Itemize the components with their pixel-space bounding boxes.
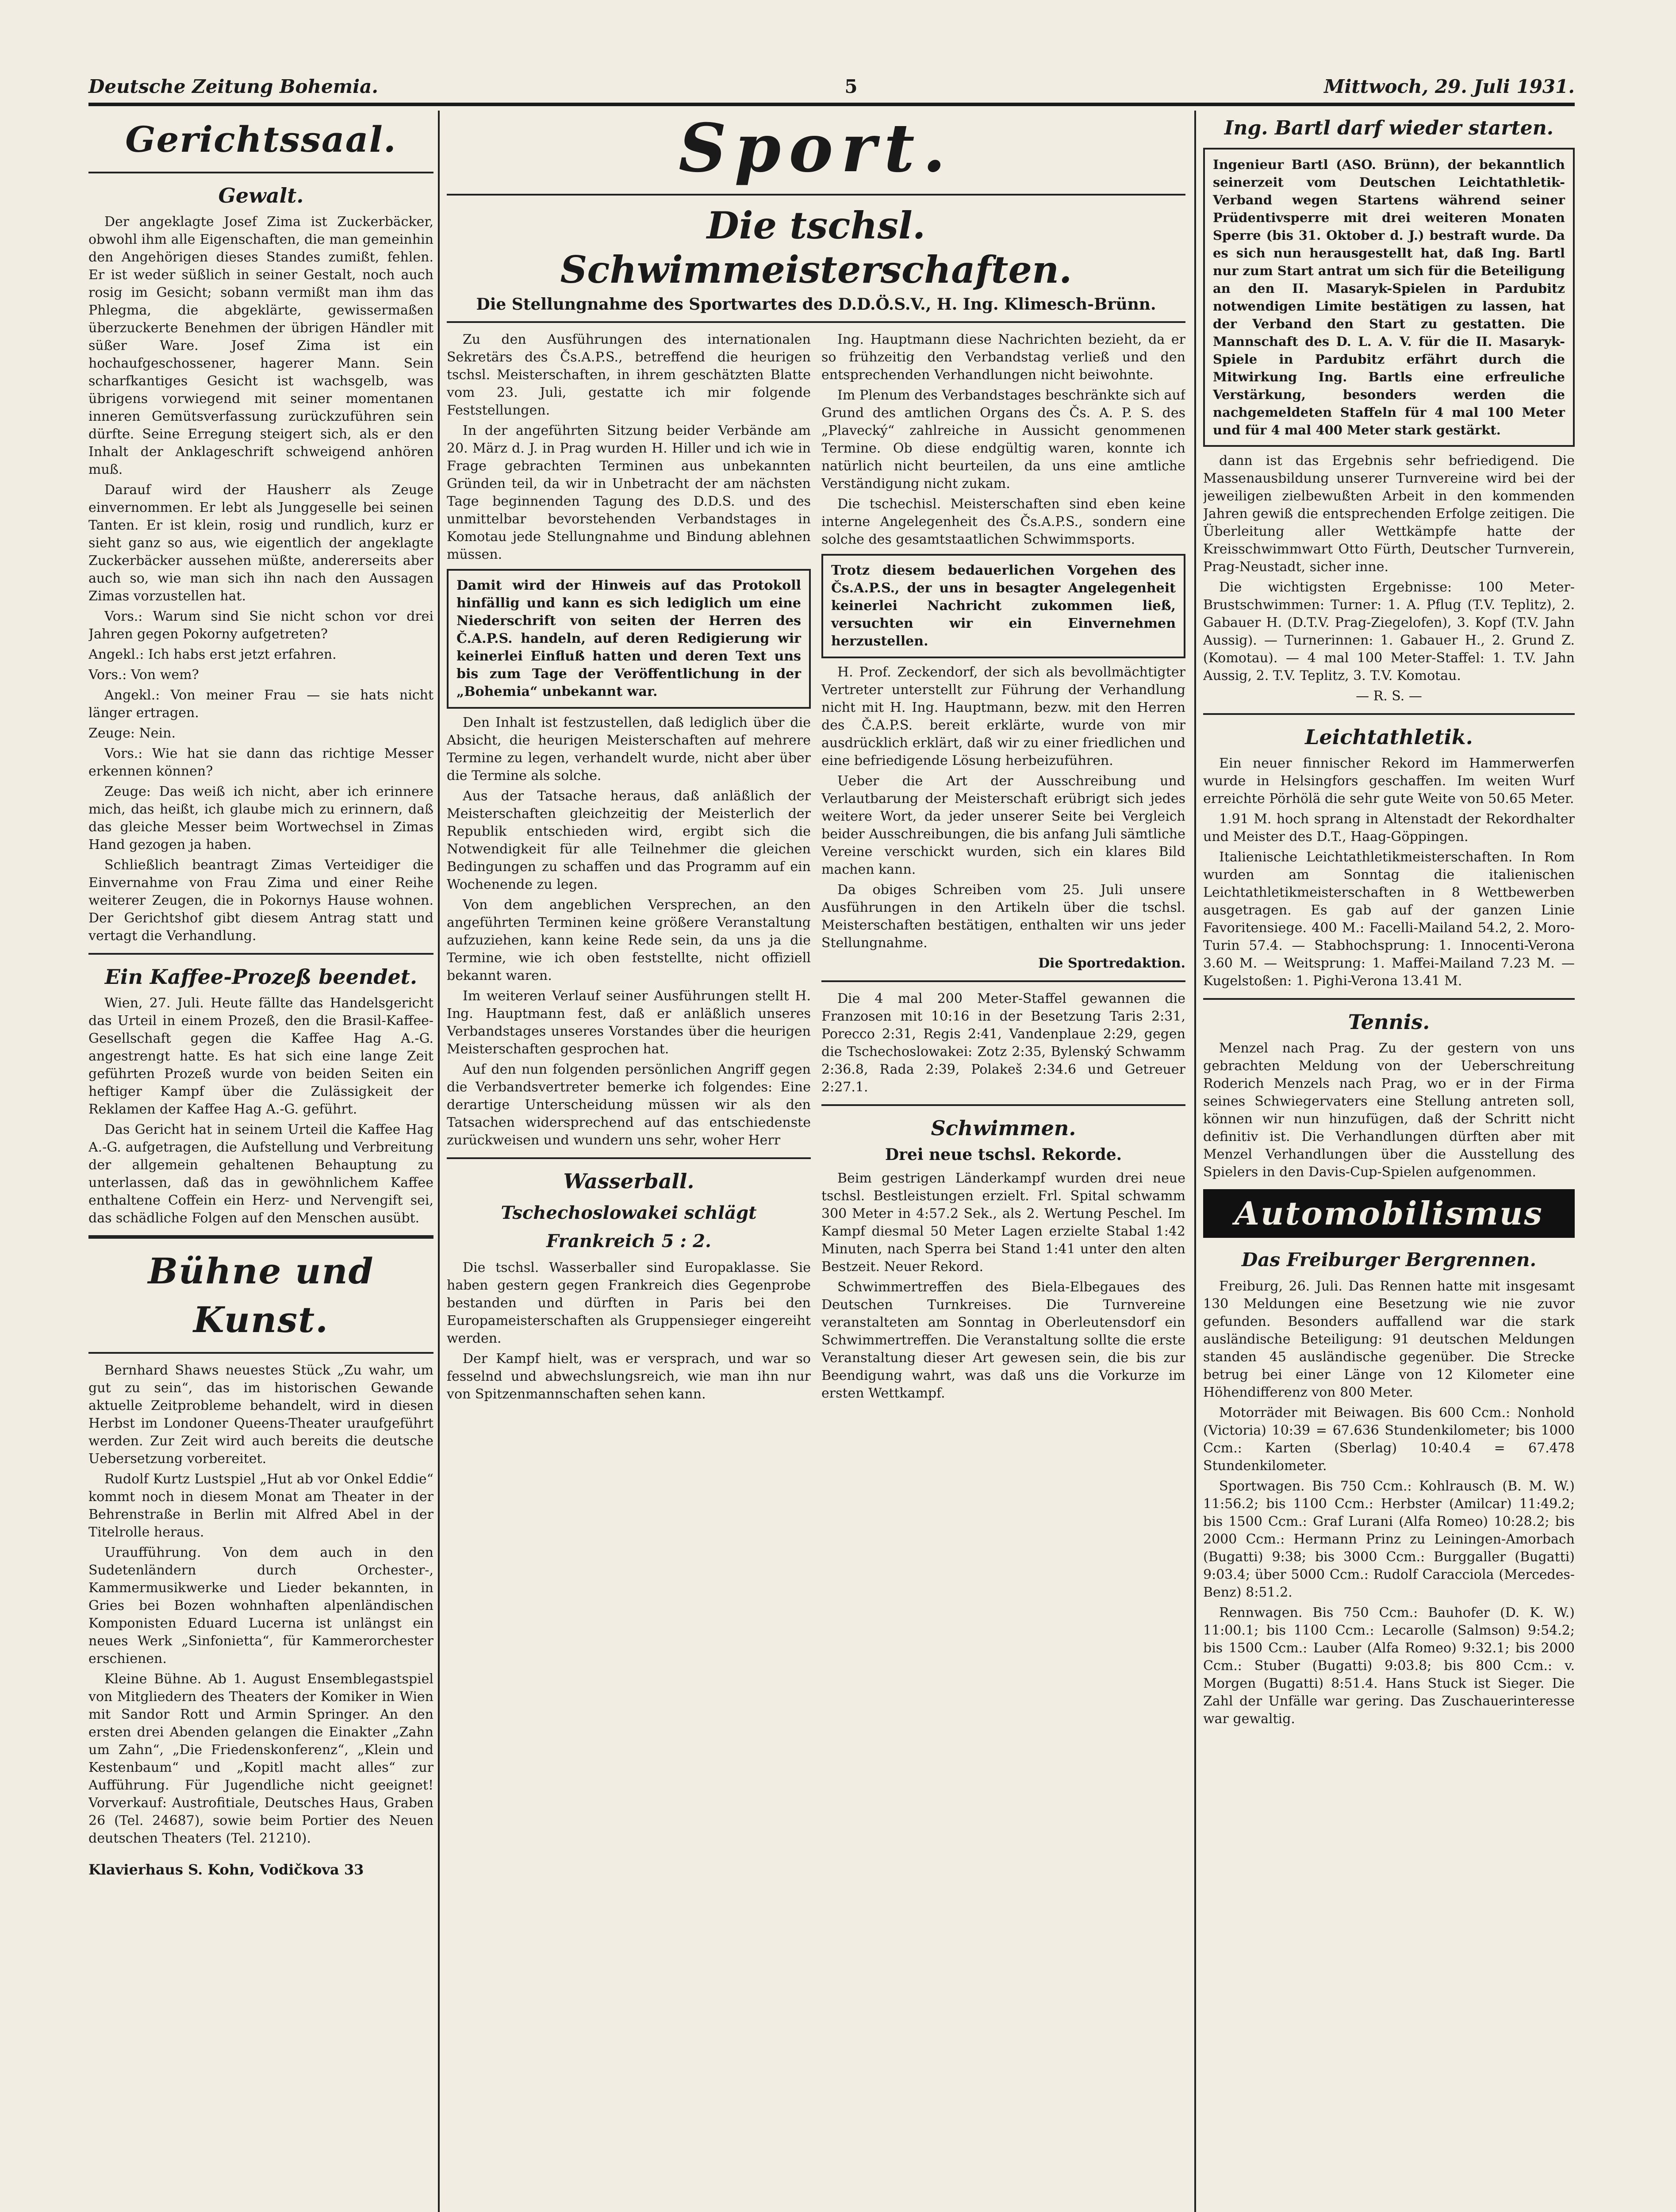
divider (447, 194, 1185, 196)
paragraph: Vors.: Warum sind Sie nicht schon vor drei Jahren gegen Pokorny aufgetreten? (88, 609, 433, 642)
paragraph: Im Plenum des Verbandstages beschränkte sich auf Grund des amtlichen Organs des Čs. A. P. S. des „Plavecký“ zahlreiche in Aussicht genommenen Termine. Ob diese endgültig waren, konnte ich natürlich nicht beurteilen, da uns eine amtliche Verständigung nicht zukam. (821, 388, 1185, 492)
sport-subcolumns (447, 331, 1185, 1406)
signature: — R. S. — (1356, 688, 1422, 704)
paragraph: Angekl.: Ich habs erst jetzt erfahren. (88, 647, 337, 662)
paragraph: Den Inhalt ist festzustellen, daß lediglich über die Absicht, die heurigen Meisterschaften auf mehrere Termine zu legen, verhandelt wurde, nicht aber über die Termine als solche. (447, 715, 811, 783)
section-banner-automobilismus: Automobilismus (1203, 1189, 1575, 1238)
paragraph: Die 4 mal 200 Meter-Staffel gewannen die Franzosen mit 10:16 in der Besetzung Taris 2:31, Porecco 2:31, Regis 2:41, Vandenplaue 2:29, gegen die Tschechoslowakei: Zotz 2:35, Bylenský Schwamm 2:36.8, Rada 2:39, Polakeš 2:34.6 und Getreuer 2:27.1. (821, 991, 1185, 1095)
article-kicker: Die Stellungnahme des Sportwartes des D.D.Ö.S.V., H. Ing. Klimesch-Brünn. (476, 295, 1156, 314)
paragraph: Menzel nach Prag. Zu der gestern von uns gebrachten Meldung von der Ueberschreitung Roderich Menzels nach Prag, wo er in der Firma seines Schwiegervaters eine Stellung antreten soll, können wir nun hinzufügen, daß der Schritt nicht definitiv ist. Die Verhandlungen dürften aber mit Menzel Verhandlungen über die Ausstellung des Spielers in den Davis-Cup-Spielen aufgenommen. (1203, 1041, 1575, 1180)
paragraph: Das Gericht hat in seinem Urteil die Kaffee Hag A.-G. aufgetragen, die Aufstellung und Verbreitung der allgemein gehaltenen Behauptung zu unterlassen, daß das in gewöhnlichem Kaffee enthaltene Coffein ein Herz- und Nervengift sei, das schädliche Folgen auf den Menschen ausübt. (88, 1122, 433, 1226)
paragraph: Der Kampf hielt, was er versprach, und war so fesselnd und abwechslungsreich, wie man ihn nur von Spitzenmannschaften sehen kann. (447, 1351, 811, 1402)
highlight-box: Damit wird der Hinweis auf das Protokoll hinfällig und kann es sich lediglich um eine Niederschrift von seiten der Herren des Č.A.P.S. handeln, auf deren Redigierung wir keinerlei Einfluß hatten und deren Text uns bis zum Tage der Veröffentlichung in der „Bohemia“ unbekannt war. (447, 569, 811, 709)
paragraph: Schwimmertreffen des Biela-Elbegaues des Deutschen Turnkreises. Die Turnvereine veranstalteten am Sonntag in Oberleutensdorf ein Schwimmertreffen. Die Veranstaltung sollte die erste Veranstaltung dieser Art gewesen sein, die bis zur Beendigung wahrt, was daß uns die Vorkurze im ersten Wettkampf. (821, 1279, 1185, 1401)
article-subtitle-wasserball: Tschechoslowakei schlägt Frankreich 5 : 2. (501, 1202, 757, 1252)
column-rule (438, 111, 440, 2212)
article-title-wasserball: Wasserball. (563, 1169, 694, 1193)
advertisement: Klavierhaus S. Kohn, Vodičkova 33 (88, 1861, 364, 1878)
paragraph: Da obiges Schreiben vom 25. Juli unsere Ausführungen in den Artikeln über die tschsl. Meisterschaften bestätigen, enthalten wir uns jeder Stellungnahme. (821, 882, 1185, 951)
paragraph: Vors.: Von wem? (88, 667, 199, 683)
sport-col-a (447, 331, 811, 1406)
article-title-schwimmen: Schwimmen. (931, 1116, 1076, 1140)
article-title-kaffee: Ein Kaffee-Prozeß beendet. (104, 965, 418, 989)
paper-name: Deutsche Zeitung Bohemia. (88, 75, 378, 97)
divider (821, 1104, 1185, 1106)
paragraph: Im weiteren Verlauf seiner Ausführungen stellt H. Ing. Hauptmann fest, daß er anläßlich unseres Verbandstages unseres Vorstandes über die heurigen Meisterschaften gesprochen hat. (447, 988, 811, 1057)
paragraph: Kleine Bühne. Ab 1. August Ensemblegastspiel von Mitgliedern des Theaters der Komiker in Wien mit Sandor Rott und Armin Springer. An den ersten drei Abenden gelangen die Einakter „Zahn um Zahn“, „Die Friedenskonferenz“, „Klein und Kestenbaum“ und „Kopitl macht alles“ zur Aufführung. Für Jugendliche nicht geeignet! Vorverkauf: Austrofitiale, Deutsches Haus, Graben 26 (Tel. 24687), sowie beim Portier des Neuen deutschen Theaters (Tel. 21210). (88, 1671, 433, 1846)
paragraph: Darauf wird der Hausherr als Zeuge einvernommen. Er lebt als Junggeselle bei seinen Tanten. Er ist klein, rosig und rundlich, kurz er sieht ganz so aus, wie eigentlich der angeklagte Zuckerbäcker aussehen müßte, andererseits aber auch so, wie man sich ihn nach den Aussagen Zimas vorzustellen hat. (88, 482, 433, 604)
paragraph: Die wichtigsten Ergebnisse: 100 Meter-Brustschwimmen: Turner: 1. A. Pflug (T.V. Teplitz), 2. Gabauer H. (D.T.V. Prag-Ziegelofen), 3. Kopf (T.V. Jahn Aussig). — Turnerinnen: 1. Gabauer H., 2. Grund Z. (Komotau). — 4 mal 100 Meter-Staffel: 1. T.V. Jahn Aussig, 2. T.V. Teplitz, 3. T.V. Komotau. (1203, 580, 1575, 684)
article-title-freiburg: Das Freiburger Bergrennen. (1241, 1249, 1537, 1271)
masthead-rule (88, 103, 1575, 106)
paragraph: In der angeführten Sitzung beider Verbände am 20. März d. J. in Prag wurden H. Hiller und ich wie in Frage gebrachten Terminen aus unbekannten Gründen teil, da wir in Unbetracht der am nächsten Tage beginnenden Tagung des D.D.S. und des unmittelbar bevorstehenden Verbandstages in Komotau jede Stellungnahme und Bindung ablehnen müssen. (447, 423, 811, 562)
column-sport (447, 111, 1185, 2212)
highlight-box: Trotz diesem bedauerlichen Vorgehen des Čs.A.P.S., der uns in besagter Angelegenheit keinerlei Nachricht zukommen ließ, versuchten wir ein Einvernehmen herzustellen. (821, 554, 1185, 658)
paragraph: Italienische Leichtathletikmeisterschaften. In Rom wurden am Sonntag die italienischen Leichtathletikmeisterschaften in 8 Wettbewerben ausgetragen. Es gab auf der ganzen Linie Favoritensiege. 400 M.: Facelli-Mailand 54.2, 2. Moro-Turin 57.4. — Stabhochsprung: 1. Innocenti-Verona 3.60 M. — Weitsprung: 1. Maffei-Mailand 7.23 M. — Kugelstoßen: 1. Pighi-Verona 13.41 M. (1203, 849, 1575, 989)
article-title-bartl: Ing. Bartl darf wieder starten. (1224, 117, 1554, 139)
sport-col-b (821, 331, 1185, 1406)
paragraph: 1.91 M. hoch sprang in Altenstadt der Rekordhalter und Meister des D.T., Haag-Göppingen. (1203, 811, 1575, 845)
paragraph: Wien, 27. Juli. Heute fällte das Handelsgericht das Urteil in einem Prozeß, den die Brasil-Kaffee-Gesellschaft gegen die Kaffee Hag A.-G. angestrengt hatte. Es hat sich eine lange Zeit geführten Prozeß wurde von beiden Seiten ein heftiger Kampf über die Zulässigkeit der Reklamen der Kaffee Hag A.-G. geführt. (88, 995, 433, 1117)
divider (88, 953, 433, 955)
divider (821, 980, 1185, 982)
paragraph: Angekl.: Von meiner Frau — sie hats nicht länger ertragen. (88, 687, 433, 721)
paragraph: Aus der Tatsache heraus, daß anläßlich der Meisterschaften gleichzeitig der Meisterlich der Republik entschieden wird, ergibt sich die Notwendigkeit für alle Teilnehmer die gleichen Bedingungen zu schaffen und das Programm auf ein Wochenende zu legen. (447, 788, 811, 892)
article-kicker: Drei neue tschsl. Rekorde. (885, 1145, 1122, 1164)
paragraph: Der angeklagte Josef Zima ist Zuckerbäcker, obwohl ihm alle Eigenschaften, die man gemeinhin den Angehörigen dieses Standes zumißt, fehlen. Er ist weder süßlich in seiner Gestalt, noch auch rosig im Gesicht; sobann vermißt man ihm das Phlegma, die abgeklärte, gewissermaßen überzuckerte Benehmen der übrigen Händler mit süßer Ware. Josef Zima ist ein hochaufgeschossener, hagerer Mann. Sein scharfkantiges Gesicht ist wachsgelb, was übrigens vorwiegend mit seiner momentanen inneren Gemütsverfassung zurückzuführen sein dürfte. Seine Erregung steigert sich, als er den Inhalt der Anklageschrift schweigend anhören muß. (88, 214, 433, 477)
divider (88, 1352, 433, 1354)
paragraph: Die tschechisl. Meisterschaften sind eben keine interne Angelegenheit des Čs.A.P.S., sondern eine solche des gesamtstaatlichen Schwimmsports. (821, 496, 1185, 547)
paragraph: Zeuge: Das weiß ich nicht, aber ich erinnere mich, das heißt, ich glaube mich zu erinnern, daß das gleiche Messer beim Wortwechsel in Zimas Hand gezogen ja haben. (88, 784, 433, 853)
paragraph: Vors.: Wie hat sie dann das richtige Messer erkennen können? (88, 746, 433, 779)
divider (1203, 998, 1575, 1000)
divider (447, 321, 1185, 323)
paragraph: Schließlich beantragt Zimas Verteidiger die Einvernahme von Frau Zima und einer Reihe weiterer Zeugen, die in Pokornys Hause wohnen. Der Gerichtshof gibt diesem Antrag statt und vertagt die Verhandlung. (88, 857, 433, 944)
paragraph: Freiburg, 26. Juli. Das Rennen hatte mit insgesamt 130 Meldungen eine Besetzung wie nie zuvor gefunden. Besonders auffallend war die stark ausländische Beteiligung: 91 deutschen Meldungen standen 45 ausländische gegenüber. Die Strecke betrug bei einer Länge von 12 Kilometer eine Höhendifferenz von 800 Meter. (1203, 1279, 1575, 1400)
paragraph: Ueber die Art der Ausschreibung und Verlautbarung der Meisterschaft erübrigt sich jedes weitere Wort, da jeder unserer Seite bei Vergleich beider Ausschreibungen, die bis anfang Juli sämtliche Vereine verschickt wurden, sich ein klares Bild machen kann. (821, 773, 1185, 877)
column-rule (1194, 111, 1196, 2212)
paragraph: Uraufführung. Von dem auch in den Sudetenländern durch Orchester-, Kammermusikwerke und Lieder bekannten, in Gries bei Bozen wohnhaften alpenländischen Komponisten Eduard Lucerna ist unlängst ein neues Werk „Sinfonietta“, für Kammerorchester erschienen. (88, 1545, 433, 1667)
masthead (88, 71, 1575, 102)
column-courtroom (88, 111, 433, 2212)
paragraph: Rudolf Kurtz Lustspiel „Hut ab vor Onkel Eddie“ kommt noch in diesem Monat am Theater in der Behrenstraße in Berlin mit Alfred Abel in der Titelrolle heraus. (88, 1471, 433, 1540)
divider (88, 1235, 433, 1239)
paragraph: Ing. Hauptmann diese Nachrichten bezieht, da er so frühzeitig den Verbandstag verließ und den entsprechenden Verhandlungen nicht beiwohnte. (821, 332, 1185, 383)
paragraph: Beim gestrigen Länderkampf wurden drei neue tschsl. Bestleistungen erzielt. Frl. Spital schwamm 300 Meter in 4:57.2 Sek., als 2. Wertung Peschel. Im Kampf diesmal 50 Meter Lagen erzielte Stabal 1:42 Minuten, nach Sperra bei Stand 1:41 unter den alten Bestzeit. Neuer Rekord. (821, 1171, 1185, 1275)
paragraph: Auf den nun folgenden persönlichen Angriff gegen die Verbandsvertreter bemerke ich folgendes: Eine derartige Unterscheidung müssen wir als den Tatsachen widersprechend auf das entschiedenste zurückweisen und wundern uns sehr, woher Herr (447, 1062, 811, 1148)
highlight-box: Ingenieur Bartl (ASO. Brünn), der bekanntlich seinerzeit vom Deutschen Leichtathletik-Verband wegen Startens während seiner Prüdentivsperre mit drei weiteren Monaten Sperre (bis 31. Oktober d. J.) bestraft wurde. Da es sich nun herausgestellt hat, daß Ing. Bartl nur zum Start antrat um sich für die Beteiligung an den II. Masaryk-Spielen in Pardubitz notwendigen Limite bestätigen zu lassen, hat der Verband den Start zu gestatten. Die Mannschaft des D. L. A. V. für die II. Masaryk-Spiele in Pardubitz erfährt durch die Mitwirkung Ing. Bartls eine erfreuliche Verstärkung, besonders werden die nachgemeldeten Staffeln für 4 mal 100 Meter und für 4 mal 400 Meter stark gestärkt. (1203, 148, 1575, 447)
issue-date: Mittwoch, 29. Juli 1931. (1324, 75, 1575, 97)
article-title-swim-championships: Die tschsl. Schwimmeisterschaften. (560, 204, 1072, 292)
paragraph: Bernhard Shaws neuestes Stück „Zu wahr, um gut zu sein“, das im historischen Gewande aktuelle Zeitprobleme behandelt, wird in diesen Herbst im Londoner Queens-Theater uraufgeführt werden. Zur Zeit wird auch bereits die deutsche Uebersetzung vorbereitet. (88, 1363, 433, 1467)
divider (447, 1157, 811, 1159)
paragraph: Rennwagen. Bis 750 Ccm.: Bauhofer (D. K. W.) 11:00.1; bis 1100 Ccm.: Lecarolle (Salmson) 9:54.2; bis 1500 Ccm.: Lauber (Alfa Romeo) 9:32.1; bis 2000 Ccm.: Stuber (Bugatti) 9:03.8; bis 800 Ccm.: v. Morgen (Bugatti) 8:51.4. Hans Stuck ist Sieger. Die Zahl der Unfälle war gering. Das Zuschauerinteresse war gewaltig. (1203, 1605, 1575, 1727)
section-title-sport: Sport. (679, 111, 954, 187)
section-title-courtroom: Gerichtssaal. (125, 119, 397, 160)
paragraph: Zu den Ausführungen des internationalen Sekretärs des Čs.A.P.S., betreffend die heurigen tschsl. Meisterschaften, in ihrem geschätzten Blatte vom 23. Juli, gestatte ich mir folgende Feststellungen. (447, 332, 811, 418)
section-title-buehne: Bühne und Kunst. (148, 1250, 374, 1340)
column-athletics (1203, 111, 1575, 2212)
signature: Die Sportredaktion. (1038, 956, 1185, 971)
paragraph: H. Prof. Zeckendorf, der sich als bevollmächtigter Vertreter unterstellt zur Führung der Verhandlung nicht mit H. Ing. Hauptmann, bezw. mit den Herren des Č.A.P.S. bereit erklärte, wurde von mir ausdrücklich erklärt, daß wir zu einer friedlichen und eine befriedigende Lösung herbeizuführen. (821, 664, 1185, 768)
divider (1203, 713, 1575, 715)
paragraph: Zeuge: Nein. (88, 726, 176, 741)
article-title-leichtathletik: Leichtathletik. (1305, 725, 1473, 749)
divider (88, 172, 433, 173)
paragraph: Sportwagen. Bis 750 Ccm.: Kohlrausch (B. M. W.) 11:56.2; bis 1100 Ccm.: Herbster (Amilcar) 11:49.2; bis 1500 Ccm.: Graf Lurani (Alfa Romeo) 10:28.2; bis 2000 Ccm.: Hermann Prinz zu Leiningen-Amorbach (Bugatti) 9:38; bis 3000 Ccm.: Burggaller (Bugatti) 9:03.4; über 5000 Ccm.: Rudolf Caracciola (Mercedes-Benz) 8:51.2. (1203, 1479, 1575, 1600)
paragraph: Von dem angeblichen Versprechen, an den angeführten Terminen keine größere Veranstaltung aufzuziehen, kann keine Rede sein, da uns ja die Termine, wie ich oben feststellte, nicht offiziell bekannt waren. (447, 897, 811, 983)
paragraph: Ein neuer finnischer Rekord im Hammerwerfen wurde in Helsingfors geschaffen. Im weiten Wurf erreichte Pörhölä die sehr gute Weite von 50.65 Meter. (1203, 756, 1575, 806)
paragraph: Die tschsl. Wasserballer sind Europaklasse. Sie haben gestern gegen Frankreich dies Gegenprobe bestanden und dürften in Paris bei den Europameisterschaften als Gruppensieger eingereiht werden. (447, 1260, 811, 1346)
paragraph: dann ist das Ergebnis sehr befriedigend. Die Massenausbildung unserer Turnvereine wird bei der jeweiligen zielbewußten Arbeit in den kommenden Jahren gewiß die entsprechenden Erfolge zeitigen. Die Überleitung aller Wettkämpfe hatte der Kreisschwimmwart Otto Fürth, Deutscher Turnverein, Prag-Neustadt, sicher inne. (1203, 453, 1575, 575)
article-title-tennis: Tennis. (1348, 1010, 1430, 1034)
page-number: 5 (844, 75, 858, 97)
paragraph: Motorräder mit Beiwagen. Bis 600 Ccm.: Nonhold (Victoria) 10:39 = 67.636 Stundenkilometer; bis 1000 Ccm.: Karten (Sberlag) 10:40.4 = 67.478 Stundenkilometer. (1203, 1405, 1575, 1474)
article-title-gewalt: Gewalt. (218, 184, 304, 207)
